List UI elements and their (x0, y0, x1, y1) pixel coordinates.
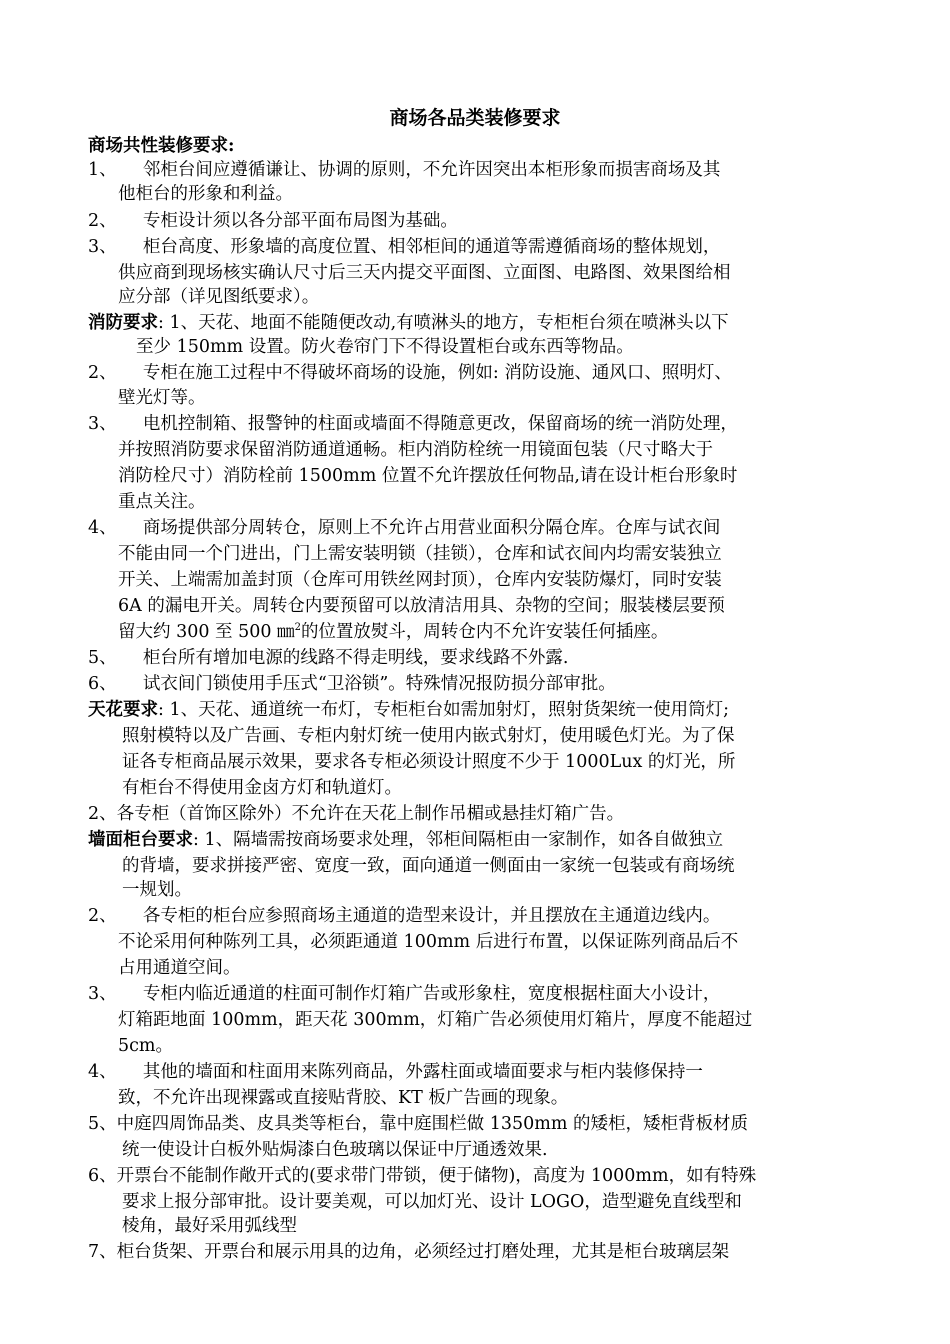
text-line (88, 671, 616, 697)
line-text: 重点关注。 (118, 492, 206, 512)
line-text: 1、 邻柜台间应遵循谦让、协调的原则，不允许因突出本柜形象而损害商场及其 (88, 160, 721, 180)
text-line (118, 385, 206, 411)
line-text: 一规划。 (122, 880, 192, 900)
line-text: 5、 柜台所有增加电源的线路不得走明线，要求线路不外露. (88, 648, 569, 668)
text-line (88, 645, 568, 671)
text-line (118, 541, 722, 567)
line-text: 4、 其他的墙面和柱面用来陈列商品，外露柱面或墙面要求与柜内装修保持一 (88, 1062, 703, 1082)
text-line (122, 775, 402, 801)
text-line (88, 1059, 703, 1085)
text-line (88, 133, 234, 159)
text-line (88, 310, 729, 336)
text-line (118, 1033, 173, 1059)
line-text: 致，不允许出现裸露或直接贴背胶、KT 板广告画的现象。 (118, 1088, 569, 1108)
line-text: 留大约 300 至 500 ㎜ (118, 622, 295, 642)
line-text: 6A 的漏电开关。周转仓内要预留可以放清洁用具、杂物的空间；服装楼层要预 (118, 596, 725, 616)
line-text: 不能由同一个门进出，门上需安装明锁（挂锁），仓库和试衣间内均需安装独立 (118, 544, 722, 564)
line-text: 灯箱距地面 100mm，距天花 300mm，灯箱广告必须使用灯箱片，厚度不能超过 (118, 1010, 753, 1030)
section-heading: 消防要求 (88, 313, 158, 333)
text-line (118, 1007, 752, 1033)
text-line (88, 208, 458, 234)
line-text: 3、 电机控制箱、报警钟的柱面或墙面不得随意更改，保留商场的统一消防处理， (88, 414, 738, 434)
line-text: 统一使设计白板外贴焗漆白色玻璃以保证中厅通透效果. (122, 1140, 548, 1160)
line-text: 6、开票台不能制作敞开式的(要求带门带锁，便于储物)，高度为 1000mm，如有特殊 (88, 1166, 757, 1186)
text-line (118, 489, 206, 515)
line-text: 应分部（详见图纸要求）。 (118, 287, 320, 307)
line-text: : 1、天花、通道统一布灯，专柜柜台如需加射灯，照射货架统一使用筒灯; (158, 700, 729, 720)
text-line (122, 877, 192, 903)
line-text: 他柜台的形象和利益。 (118, 184, 293, 204)
line-text: 有柜台不得使用金卤方灯和轨道灯。 (122, 778, 402, 798)
text-line (122, 749, 735, 775)
line-text: 2、 专柜在施工过程中不得破坏商场的设施，例如: 消防设施、通风口、照明灯、 (88, 363, 732, 383)
line-text: 壁光灯等。 (118, 388, 206, 408)
text-line (88, 515, 720, 541)
line-text: 3、 专柜内临近通道的柱面可制作灯箱广告或形象柱，宽度根据柱面大小设计， (88, 984, 721, 1004)
line-text: 的背墙，要求拼接严密、宽度一致，面向通道一侧面由一家统一包装或有商场统 (122, 856, 735, 876)
line-text: 消防栓尺寸）消防栓前 1500mm 位置不允许摆放任何物品,请在设计柜台形象时 (118, 466, 738, 486)
section-heading: 商场共性装修要求: (88, 136, 235, 156)
line-text: 开关、上端需加盖封顶（仓库可用铁丝网封顶），仓库内安装防爆灯，同时安装 (118, 570, 722, 590)
text-line (118, 955, 241, 981)
text-line (118, 463, 737, 489)
text-line (118, 284, 319, 310)
line-text: 7、柜台货架、开票台和展示用具的边角，必须经过打磨处理，尤其是柜台玻璃层架 (88, 1242, 730, 1262)
text-line (88, 1111, 748, 1137)
line-text-continued: 的位置放熨斗，周转仓内不允许安装任何插座。 (300, 622, 669, 642)
text-line (88, 234, 720, 260)
text-line (118, 567, 722, 593)
text-line (118, 437, 713, 463)
line-text: : 1、天花、地面不能随便改动,有喷淋头的地方，专柜柜台须在喷淋头以下 (158, 313, 729, 333)
line-text: 棱角，最好采用弧线型 (122, 1216, 297, 1236)
text-line (88, 1239, 729, 1265)
text-line (118, 1085, 568, 1111)
line-text: 4、 商场提供部分周转仓，原则上不允许占用营业面积分隔仓库。仓库与试衣间 (88, 518, 721, 538)
text-line (88, 801, 624, 827)
document-title: 商场各品类装修要求 (389, 107, 561, 129)
text-line (118, 619, 668, 645)
line-text: 至少 150mm 设置。防火卷帘门下不得设置柜台或东西等物品。 (136, 337, 634, 357)
line-text: 5、中庭四周饰品类、皮具类等柜台，靠中庭围栏做 1350mm 的矮柜，矮柜背板材质 (88, 1114, 748, 1134)
line-text: 2、 各专柜的柜台应参照商场主通道的造型来设计，并且摆放在主通道边线内。 (88, 906, 721, 926)
section-heading: 天花要求 (88, 700, 158, 720)
line-text: 并按照消防要求保留消防通道通畅。柜内消防栓统一用镜面包装（尺寸略大于 (118, 440, 713, 460)
line-text: 不论采用何种陈列工具，必须距通道 100mm 后进行布置，以保证陈列商品后不 (118, 932, 739, 952)
text-line (122, 1137, 548, 1163)
text-line (122, 1213, 297, 1239)
line-text: 2、 专柜设计须以各分部平面布局图为基础。 (88, 211, 458, 231)
line-text: 2、各专柜（首饰区除外）不允许在天花上制作吊楣或悬挂灯箱广告。 (88, 804, 625, 824)
text-line (88, 157, 720, 183)
text-line (118, 593, 725, 619)
text-line (122, 1189, 742, 1215)
text-line (88, 1163, 756, 1189)
line-text: 5cm。 (118, 1036, 174, 1056)
text-line (118, 260, 731, 286)
text-line (88, 411, 738, 437)
text-line (88, 360, 732, 386)
line-text: 要求上报分部审批。设计要美观，可以加灯光、设计 LOGO，造型避免直线型和 (122, 1192, 742, 1212)
line-text: 3、 柜台高度、形象墙的高度位置、相邻柜间的通道等需遵循商场的整体规划， (88, 237, 721, 257)
section-heading: 墙面柜台要求 (88, 830, 193, 850)
text-line (88, 697, 729, 723)
line-text: : 1、隔墙需按商场要求处理，邻柜间隔柜由一家制作，如各自做独立 (193, 830, 724, 850)
text-line (122, 853, 735, 879)
line-text: 6、 试衣间门锁使用手压式“卫浴锁”。特殊情况报防损分部审批。 (88, 674, 616, 694)
text-line (88, 827, 723, 853)
text-line (122, 723, 735, 749)
text-line (88, 903, 720, 929)
line-text: 证各专柜商品展示效果，要求各专柜必须设计照度不少于 1000Lux 的灯光，所 (122, 752, 736, 772)
text-line (88, 981, 720, 1007)
text-line (118, 929, 738, 955)
superscript: 2 (294, 622, 301, 633)
text-line (136, 334, 634, 360)
line-text: 供应商到现场核实确认尺寸后三天内提交平面图、立面图、电路图、效果图给相 (118, 263, 731, 283)
text-line (118, 181, 293, 207)
line-text: 占用通道空间。 (118, 958, 241, 978)
line-text: 照射模特以及广告画、专柜内射灯统一使用内嵌式射灯，使用暖色灯光。为了保 (122, 726, 735, 746)
